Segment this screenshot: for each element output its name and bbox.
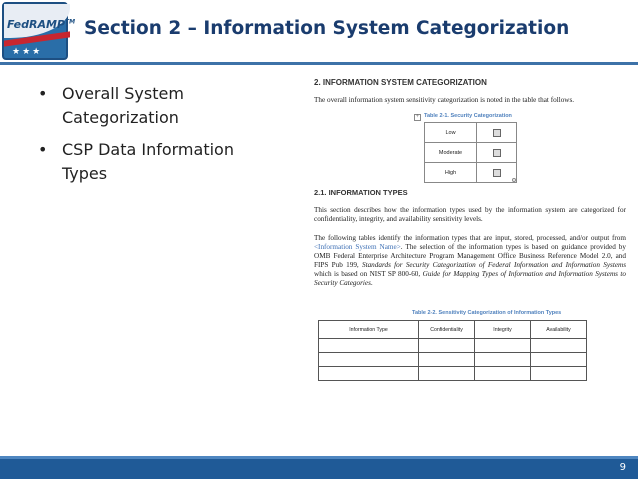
doc-para2: The following tables identify the information types that are input, stored, processed, and/or output from <Information System Name>. The selection of the information types is based on guidance provided by OMB Federal Enterprise Architecture Program Management Office Business Reference Model 2.0, and FIPS Pub 199, Standards for Security Categorization of Federal Information and Information Systems which is based on NIST SP 800-60, Guide for Mapping Types of Information and Information Systems to Security Categories. [314,234,626,287]
slide-title: Section 2 – Information System Categorization [84,18,570,39]
low-checkbox[interactable] [493,129,501,137]
table-row [319,353,587,367]
bullet-item: • CSP Data Information Types [36,138,276,186]
bullet-item: • Overall System Categorization [36,82,276,130]
column-header: Confidentiality [419,321,475,339]
logo-text: FedRAMP™ [7,18,76,31]
category-label: Low [425,123,477,143]
table-resize-handle [512,178,516,182]
table-row [319,367,587,381]
page-number: 9 [619,462,626,473]
document-excerpt [300,72,636,392]
category-label: Moderate [425,143,477,163]
table1-caption: Table 2-1. Security Categorization [424,113,512,119]
logo-stars: ★★★ [12,46,43,56]
table-move-handle: + [415,114,420,120]
security-categorization-table [424,122,517,183]
bullet-list [36,82,276,194]
fedramp-logo [2,2,76,60]
footer-bar [0,456,638,479]
table-row [319,339,587,353]
moderate-checkbox[interactable] [493,149,501,157]
information-types-table [318,320,587,381]
column-header: Information Type [319,321,419,339]
doc-para1: This section describes how the information types used by the information system are categorized for confidentiality, integrity, and availability sensitivity levels. [314,206,626,223]
column-header: Integrity [475,321,531,339]
category-label: High [425,163,477,183]
column-header: Availability [531,321,587,339]
doc-intro: The overall information system sensitivity categorization is noted in the table that follows. [314,96,575,104]
title-divider [0,62,638,65]
doc-heading: 2. INFORMATION SYSTEM CATEGORIZATION [314,78,487,87]
high-checkbox[interactable] [493,169,501,177]
doc-subheading: 2.1. INFORMATION TYPES [314,188,408,197]
table2-caption: Table 2-2. Sensitivity Categorization of Information Types [412,310,562,316]
